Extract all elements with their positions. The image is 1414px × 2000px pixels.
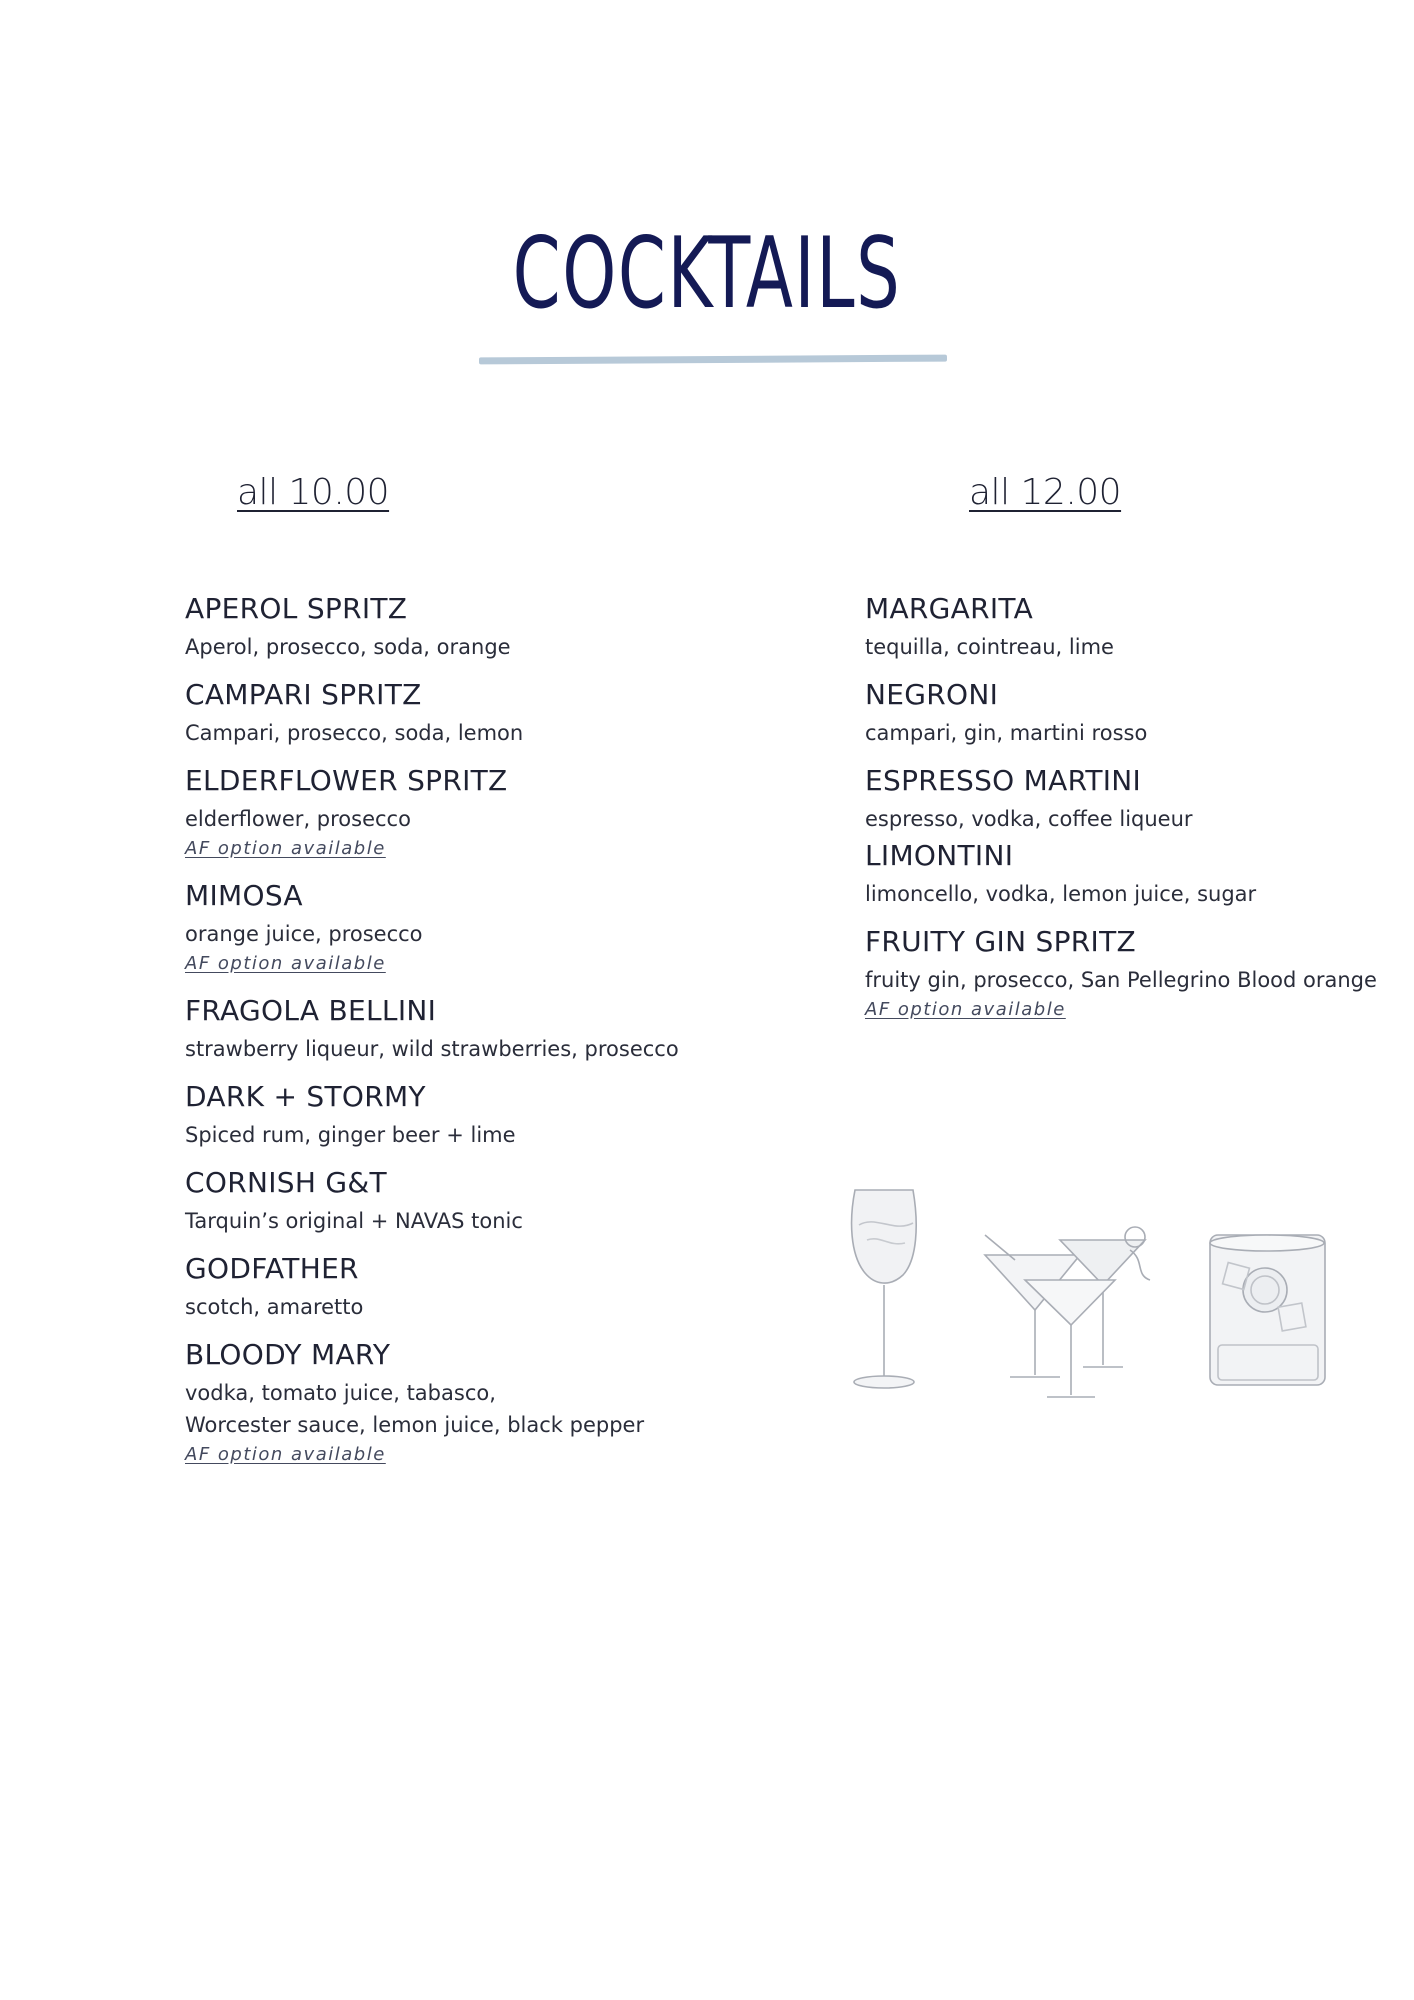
item-name: DARK + STORMY (185, 1080, 426, 1113)
menu-item-bloody-mary (185, 1338, 644, 1469)
menu-item-campari-spritz (185, 678, 523, 749)
menu-item-dark-stormy (185, 1080, 516, 1151)
item-name: MIMOSA (185, 879, 303, 912)
menu-item-mimosa (185, 879, 423, 978)
af-option-note: AF option available (185, 838, 386, 859)
item-description: Aperol, prosecco, soda, orange (185, 635, 511, 659)
item-description: espresso, vodka, coffee liqueur (865, 807, 1193, 831)
menu-item-fruity-gin-spritz (865, 925, 1377, 1024)
menu-item-negroni (865, 678, 1147, 749)
af-option-note: AF option available (865, 999, 1066, 1020)
menu-item-aperol-spritz (185, 592, 511, 663)
item-description: elderflower, prosecco (185, 807, 411, 831)
menu-item-cornish-gt (185, 1166, 523, 1237)
item-description: vodka, tomato juice, tabasco, (185, 1381, 496, 1405)
item-description: scotch, amaretto (185, 1295, 364, 1319)
af-option-note: AF option available (185, 1444, 386, 1465)
menu-item-espresso-martini (865, 764, 1193, 835)
item-name: GODFATHER (185, 1252, 359, 1285)
item-description: tequilla, cointreau, lime (865, 635, 1114, 659)
martini-glasses-icon (985, 1227, 1150, 1397)
cocktail-illustrations (845, 1185, 1345, 1400)
item-name: ESPRESSO MARTINI (865, 764, 1142, 797)
item-name: LIMONTINI (865, 839, 1014, 872)
title-underline (479, 355, 947, 365)
item-description: orange juice, prosecco (185, 922, 423, 946)
item-name: FRUITY GIN SPRITZ (865, 925, 1136, 958)
item-description: campari, gin, martini rosso (865, 721, 1148, 745)
item-description: strawberry liqueur, wild strawberries, prosecco (185, 1037, 679, 1061)
item-description: Tarquin’s original + NAVAS tonic (185, 1209, 523, 1233)
tumbler-glass-icon (1210, 1235, 1325, 1385)
right-column-price: all 12.00 (969, 472, 1122, 513)
menu-item-margarita (865, 592, 1114, 663)
item-name: CORNISH G&T (185, 1166, 387, 1199)
item-name: CAMPARI SPRITZ (185, 678, 422, 711)
item-name: ELDERFLOWER SPRITZ (185, 764, 508, 797)
menu-item-fragola-bellini (185, 994, 679, 1065)
left-column-price: all 10.00 (237, 472, 390, 513)
wine-glass-icon (852, 1190, 917, 1388)
item-description: Spiced rum, ginger beer + lime (185, 1123, 516, 1147)
menu-item-elderflower-spritz (185, 764, 508, 863)
item-description: Campari, prosecco, soda, lemon (185, 721, 524, 745)
menu-item-limontini (865, 839, 1256, 910)
item-name: MARGARITA (865, 592, 1034, 625)
item-name: NEGRONI (865, 678, 999, 711)
af-option-note: AF option available (185, 953, 386, 974)
menu-item-godfather (185, 1252, 363, 1323)
item-description: fruity gin, prosecco, San Pellegrino Blood orange (865, 968, 1377, 992)
item-description: limoncello, vodka, lemon juice, sugar (865, 882, 1257, 906)
item-name: FRAGOLA BELLINI (185, 994, 437, 1027)
page-title: COCKTAILS (512, 217, 902, 331)
item-name: APEROL SPRITZ (185, 592, 408, 625)
item-description-continued: Worcester sauce, lemon juice, black pepper (185, 1413, 645, 1437)
item-name: BLOODY MARY (185, 1338, 391, 1371)
